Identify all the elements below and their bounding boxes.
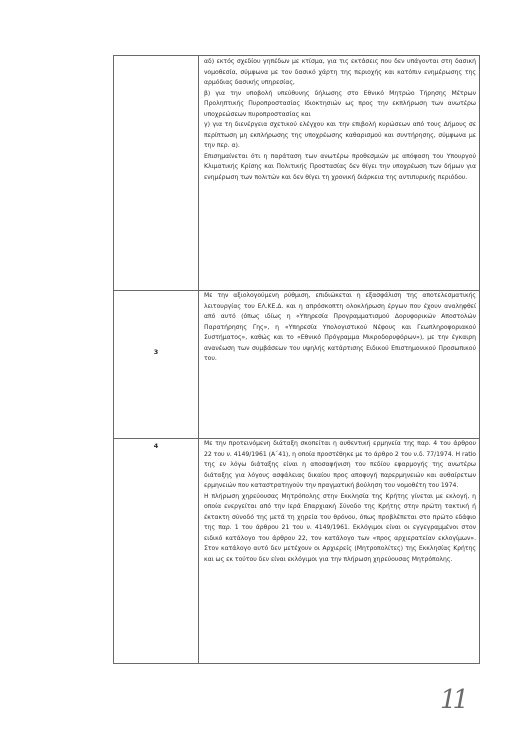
paragraph: αδ) εκτός σχεδίου γηπέδων με κτίσμα, για τις εκτάσεις που δεν υπάγονται στη δασική νομοθεσία, σύμφωνα με τον δασικό χάρτη της περιοχής και κατόπιν ενημέρωσης της αρμόδιας δασικής υπηρεσίας,	[204, 58, 476, 87]
paragraph: Με την προτεινόμενη διάταξη σκοπείται η αυθεντική ερμηνεία της παρ. 4 του άρθρου 22 του ν. 4149/1961 (Α΄41), η οποία προστέθηκε με το άρθρο 2 του ν.δ. 77/1974. Η ratio της εν λόγω διάταξης είναι η αποσαφήνιση του πεδίου εφαρμογής της ανωτέρω διάταξης για λόγους ασφάλειας δικαίου προς αποφυγή παρερμηνειών και αυθαίρετων ερμηνειών που καταστρατηγούν την πραγματική βούληση του νομοθέτη του 1974.	[204, 440, 476, 490]
article-number: 3	[153, 348, 159, 356]
paragraph: γ) για τη διενέργεια σχετικού ελέγχου και την επιβολή κυρώσεων από τους Δήμους σε περίπτωση μη εκπλήρωσης της υποχρέωσης καθαρισμού και συντήρησης, σύμφωνα με την περ. α).	[204, 121, 476, 150]
article-number-cell	[114, 56, 199, 291]
article-number-cell	[114, 291, 199, 439]
table-row	[114, 439, 480, 664]
table-row	[114, 291, 480, 439]
explanation-cell	[199, 56, 480, 291]
handwritten-page-number: 11	[440, 685, 466, 715]
paragraph: β) για την υποβολή υπεύθυνης δήλωσης στο Εθνικό Μητρώο Τήρησης Μέτρων Προληπτικής Πυροπροστασίας Ιδιοκτησιών ως προς την εκπλήρωση των ανωτέρω υποχρεώσεων πυροπροστασίας και	[204, 89, 476, 118]
explanation-cell	[199, 439, 480, 664]
paragraph: Επισημαίνεται ότι η παράταση των ανωτέρω προθεσμιών με απόφαση του Υπουργού Κλιματικής Κρίσης και Πολιτικής Προστασίας δεν θίγει την υποχρέωση των δήμων για ενημέρωση των πολιτών και δεν θίγει τη χρονική διάρκεια της αντιπυρικής περιόδου.	[204, 152, 476, 182]
article-number-cell	[114, 439, 199, 664]
article-number: 4	[153, 442, 159, 450]
explanation-cell	[199, 291, 480, 439]
table-row	[114, 56, 480, 291]
paragraph: Με την αξιολογούμενη ρύθμιση, επιδιώκεται η εξασφάλιση της αποτελεσματικής λειτουργίας του ΕΛ.ΚΕ.Δ. και η απρόσκοπτη ολοκλήρωση έργων που έχουν αναληφθεί από αυτό (όπως ιδίως η «Υπηρεσία Προγραμματισμού Δορυφορικών Αποστολών Παρατήρησης Γης», η «Υπηρεσία Υπολογιστικού Νέφους και Γεωπληροφοριακού Συστήματος», καθώς και το «Εθνικό Πρόγραμμα Μικροδορυφόρων»), με την έγκαιρη ανανέωση των συμβάσεων του υψηλής κατάρτισης Ειδικού Επιστημονικού Προσωπικού του.	[204, 292, 476, 363]
document-table	[113, 55, 480, 664]
paragraph: Η πλήρωση χηρεύουσας Μητρόπολης στην Εκκλησία της Κρήτης γίνεται με εκλογή, η οποία ενεργείται από την Ιερά Επαρχιακή Σύνοδο της Κρήτης στην πρώτη τακτική ή έκτακτη σύνοδό της μετά τη χηρεία του θρόνου, όπως προβλέπεται στο πρώτο εδάφιο της παρ. 1 του άρθρου 21 του ν. 4149/1961. Εκλόγιμοι είναι οι εγγεγραμμένοι στον ειδικό κατάλογο του άρθρου 22, τον κατάλογο των «προς αρχιερατείαν εκλογίμων». Στον κατάλογο αυτό δεν μετέχουν οι Αρχιερείς (Μητροπολίτες) της Εκκλησίας Κρήτης και ως εκ τούτου δεν είναι εκλόγιμοι για την πλήρωση χηρεύουσας Μητρόπολης.	[204, 492, 476, 564]
